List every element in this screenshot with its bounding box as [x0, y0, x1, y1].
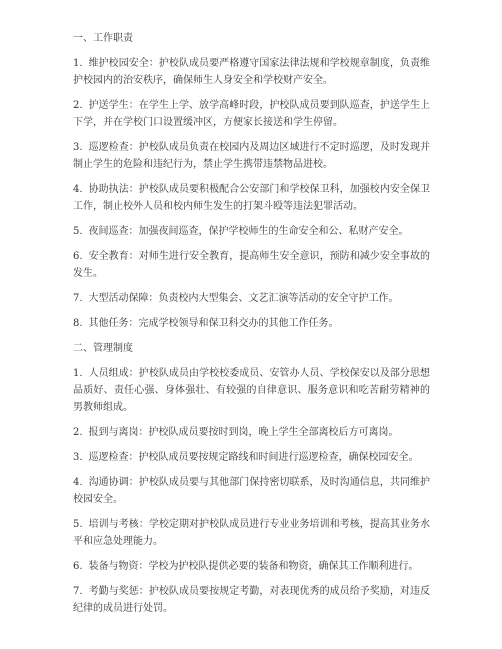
duty-item-5: [73, 223, 430, 240]
item-text: 安全教育：对师生进行安全教育，提高师生安全意识，预防和减少安全事故的发生。: [73, 251, 430, 279]
item-text: 沟通协调：护校队成员要与其他部门保持密切联系，及时沟通信息，共同维护校园安全。: [73, 477, 430, 505]
item-number: 1.: [73, 368, 83, 379]
item-number: 3.: [73, 142, 83, 153]
section-heading-management: 二、管理制度: [73, 343, 133, 354]
item-text: 巡逻检查：护校队成员要按规定路线和时间进行巡逻检查，确保校园安全。: [88, 452, 419, 463]
item-number: 7.: [73, 293, 83, 304]
item-text: 巡逻检查：护校队成员负责在校园内及周边区域进行不定时巡逻，及时发现并制止学生的危险和违纪行为，禁止学生携带违禁物品进校。: [73, 142, 430, 170]
item-number: 8.: [73, 318, 83, 329]
item-number: 6.: [73, 561, 83, 572]
duty-item-2: [73, 97, 430, 131]
item-text: 护送学生：在学生上学、放学高峰时段，护校队成员要到队巡查，护送学生上下学，并在学校门口设置缓冲区，方便家长接送和学生停留。: [73, 100, 430, 128]
item-number: 2.: [73, 427, 83, 438]
item-text: 报到与离岗：护校队成员要按时到岗，晚上学生全部离校后方可离岗。: [88, 427, 399, 438]
duty-item-4: [73, 181, 430, 215]
item-text: 协助执法：护校队成员要积极配合公安部门和学校保卫科，加强校内安全保卫工作，制止校外人员和校内师生发生的打架斗殴等违法犯罪活动。: [73, 184, 430, 212]
item-number: 5.: [73, 519, 83, 530]
item-text: 其他任务：完成学校领导和保卫科交办的其他工作任务。: [88, 318, 339, 329]
document-page: [73, 30, 430, 625]
duty-item-3: [73, 139, 430, 173]
item-number: 3.: [73, 452, 83, 463]
rule-item-5: [73, 516, 430, 550]
rule-item-3: [73, 449, 430, 466]
item-text: 夜间巡查：加强夜间巡查，保护学校师生的生命安全和公、私财产安全。: [88, 226, 409, 237]
item-number: 4.: [73, 184, 83, 195]
rule-item-4: [73, 474, 430, 508]
rule-item-7: [73, 583, 430, 617]
duty-item-8: [73, 315, 430, 332]
item-text: 培训与考核：学校定期对护校队成员进行专业业务培训和考核，提高其业务水平和应急处理能力。: [73, 519, 430, 547]
item-text: 考勤与奖惩：护校队成员要按规定考勤，对表现优秀的成员给予奖励，对违反纪律的成员进行处罚。: [73, 586, 430, 614]
item-number: 1.: [73, 58, 83, 69]
item-number: 7.: [73, 586, 83, 597]
item-number: 2.: [73, 100, 83, 111]
item-number: 5.: [73, 226, 83, 237]
duty-item-6: [73, 248, 430, 282]
item-text: 大型活动保障：负责校内大型集会、文艺汇演等活动的安全守护工作。: [88, 293, 399, 304]
item-number: 4.: [73, 477, 83, 488]
rule-item-1: [73, 365, 430, 416]
rule-item-6: [73, 558, 430, 575]
rule-item-2: [73, 424, 430, 441]
section-heading-duties: 一、工作职责: [73, 33, 133, 44]
duty-item-7: [73, 290, 430, 307]
item-text: 装备与物资：学校为护校队提供必要的装备和物资，确保其工作顺利进行。: [88, 561, 419, 572]
item-text: 人员组成：护校队成员由学校校委成员、安管办人员、学校保安以及部分思想品质好、责任心强、身体强壮、有较强的自律意识、服务意识和吃苦耐劳精神的男教师组成。: [73, 368, 430, 413]
item-number: 6.: [73, 251, 83, 262]
item-text: 维护校园安全：护校队成员要严格遵守国家法律法规和学校规章制度，负责维护校园内的治安秩序，确保师生人身安全和学校财产安全。: [73, 58, 430, 86]
duty-item-1: [73, 55, 430, 89]
